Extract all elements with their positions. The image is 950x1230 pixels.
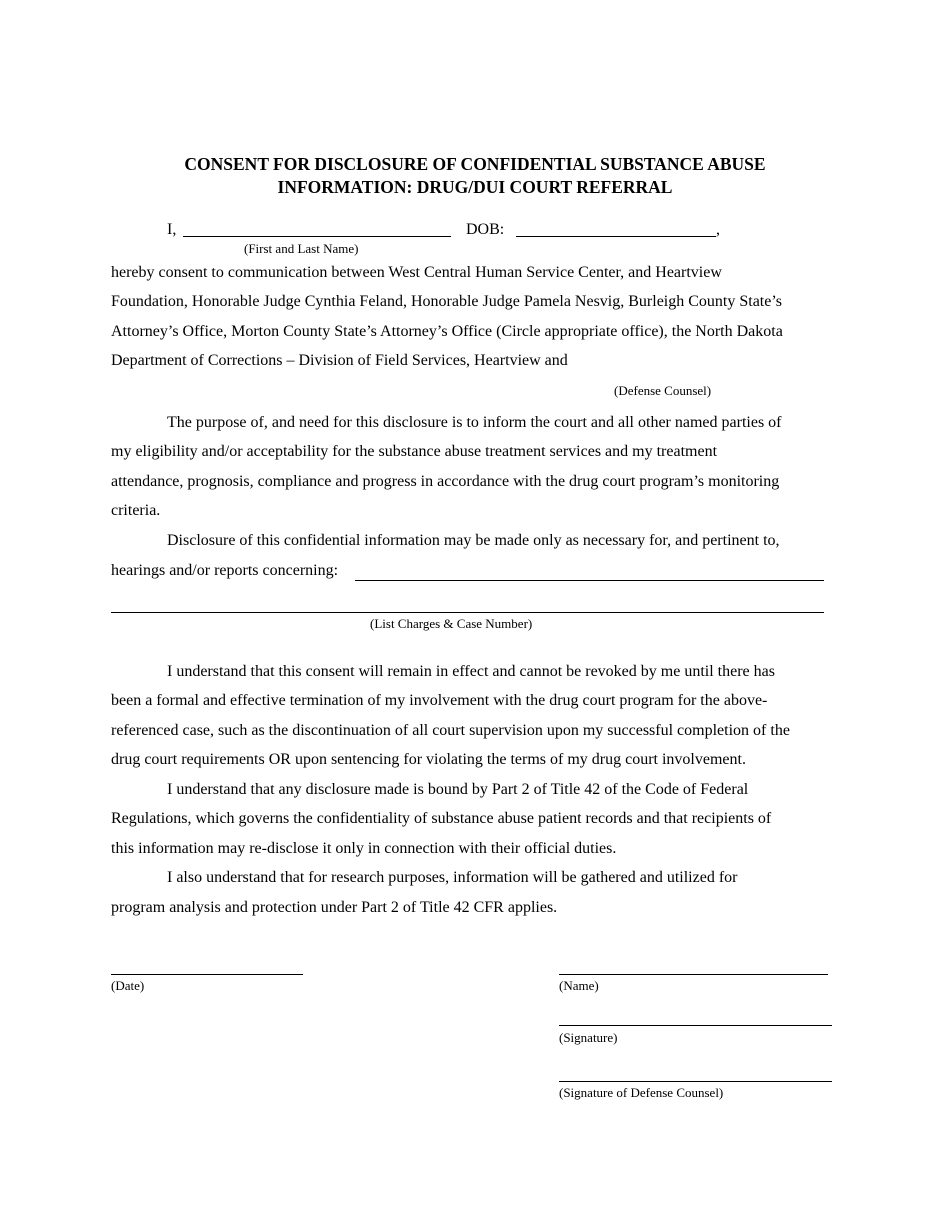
defense-counsel-field[interactable] (605, 369, 830, 370)
paragraph-2-line: The purpose of, and need for this disclosure is to inform the court and all other named parties of (167, 414, 782, 431)
paragraph-1-line: hereby consent to communication between West Central Human Service Center, and Heartview (111, 264, 722, 281)
paragraph-4-line: I understand that this consent will remain in effect and cannot be revoked by me until there has (167, 663, 775, 680)
paragraph-6-line: I also understand that for research purposes, information will be gathered and utilized for (167, 869, 738, 886)
paragraph-2-line: my eligibility and/or acceptability for the substance abuse treatment services and my treatment (111, 443, 718, 460)
paragraph-3-line: hearings and/or reports concerning: (111, 562, 339, 579)
paragraph-4-line: been a formal and effective termination of my involvement with the drug court program for the above- (111, 692, 768, 709)
document-title-line-2: INFORMATION: DRUG/DUI COURT REFERRAL (277, 177, 673, 197)
paragraph-5-line: I understand that any disclosure made is bound by Part 2 of Title 42 of the Code of Federal (167, 781, 749, 798)
charges-caption: (List Charges & Case Number) (370, 616, 533, 631)
charges-field-line-2[interactable] (111, 612, 824, 613)
defense-counsel-signature-caption: (Signature of Defense Counsel) (559, 1085, 724, 1100)
dob-field[interactable] (516, 236, 716, 237)
charges-field-line-1[interactable] (355, 580, 824, 581)
signature-caption: (Signature) (559, 1030, 618, 1045)
defense-counsel-caption: (Defense Counsel) (614, 383, 712, 398)
i-label: I, (167, 221, 177, 238)
paragraph-3-line: Disclosure of this confidential information may be made only as necessary for, and pertinent to, (167, 532, 780, 549)
document-title-line-1: CONSENT FOR DISCLOSURE OF CONFIDENTIAL SUBSTANCE ABUSE (184, 154, 766, 174)
paragraph-2-line: criteria. (111, 502, 161, 519)
signature-field[interactable] (559, 1025, 832, 1026)
paragraph-4-line: referenced case, such as the discontinuation of all court supervision upon my successful completion of the (111, 722, 790, 739)
name-field[interactable] (183, 236, 451, 237)
paragraph-1-line: Foundation, Honorable Judge Cynthia Feland, Honorable Judge Pamela Nesvig, Burleigh County State’s (111, 293, 783, 310)
paragraph-5-line: Regulations, which governs the confidentiality of substance abuse patient records and that recipients of (111, 810, 772, 827)
date-field[interactable] (111, 974, 303, 975)
paragraph-2-line: attendance, prognosis, compliance and progress in accordance with the drug court program’s monitoring (111, 473, 780, 490)
name-signature-field[interactable] (559, 974, 828, 975)
dob-comma: , (716, 221, 720, 238)
paragraph-1-line: Attorney’s Office, Morton County State’s Attorney’s Office (Circle appropriate office), the North Dakota (111, 323, 783, 340)
name-signature-caption: (Name) (559, 978, 599, 993)
dob-label: DOB: (466, 221, 505, 238)
paragraph-1-line: Department of Corrections – Division of Field Services, Heartview and (111, 352, 568, 369)
date-caption: (Date) (111, 978, 145, 993)
name-field-caption: (First and Last Name) (244, 241, 359, 256)
defense-counsel-signature-field[interactable] (559, 1081, 832, 1082)
paragraph-4-line: drug court requirements OR upon sentencing for violating the terms of my drug court involvement. (111, 751, 746, 768)
paragraph-6-line: program analysis and protection under Part 2 of Title 42 CFR applies. (111, 899, 558, 916)
paragraph-5-line: this information may re-disclose it only in connection with their official duties. (111, 840, 617, 857)
